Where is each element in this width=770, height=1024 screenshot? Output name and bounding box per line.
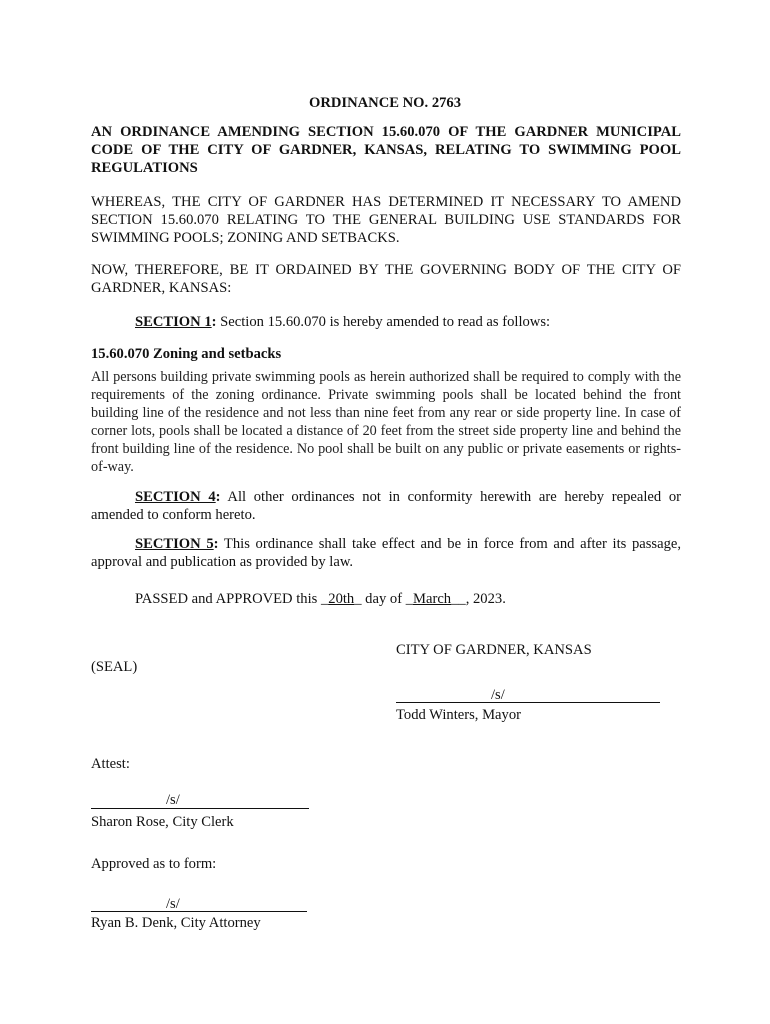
- attorney-name: Ryan B. Denk, City Attorney: [91, 915, 261, 931]
- attorney-signature-line: [91, 911, 307, 912]
- now-therefore-clause: NOW, THEREFORE, BE IT ORDAINED BY THE GOVERNING BODY OF THE CITY OF GARDNER, KANSAS:: [91, 262, 681, 296]
- passed-middle: _ day of _: [354, 591, 414, 607]
- section-4-colon: :: [215, 489, 221, 505]
- clerk-signature: /s/: [166, 792, 180, 808]
- section-1-label: SECTION 1: [135, 314, 212, 330]
- section-4-label: SECTION 4: [135, 489, 216, 505]
- passed-approved-line: [91, 590, 681, 608]
- passed-prefix: PASSED and APPROVED this _: [135, 591, 329, 607]
- passed-day: 20th: [328, 591, 355, 607]
- section-1-colon: :: [211, 314, 217, 330]
- passed-suffix: __, 2023.: [451, 591, 506, 607]
- approved-as-to-form-label: Approved as to form:: [91, 856, 217, 872]
- section-1-text: Section 15.60.070 is hereby amended to read as follows:: [216, 314, 551, 330]
- mayor-name: Todd Winters, Mayor: [396, 707, 521, 723]
- section-5-text: This ordinance shall take effect and be in force from and after its passage, approval and publication as provided by law.: [91, 536, 681, 570]
- section-4-text: All other ordinances not in conformity herewith are hereby repealed or amended to conform hereto.: [91, 489, 682, 523]
- whereas-clause: WHEREAS, THE CITY OF GARDNER HAS DETERMINED IT NECESSARY TO AMEND SECTION 15.60.070 RELATING TO THE GENERAL BUILDING USE STANDARDS FOR SWIMMING POOLS; ZONING AND SETBACKS.: [91, 194, 681, 246]
- mayor-signature: /s/: [491, 687, 505, 703]
- section-5: [91, 535, 681, 571]
- section-5-label: SECTION 5: [135, 536, 214, 552]
- code-body: All persons building private swimming pools as herein authorized shall be required to comply with the requirements of the zoning ordinance. Private swimming pools shall be located behind the front building line of the residence and not less than nine feet from any rear or side property line. In case of corner lots, pools shall be located a distance of 20 feet from the street side property line and behind the front building line of the residence. No pool shall be built on any public or private easements or rights-of-way.: [91, 369, 681, 475]
- ordinance-heading: AN ORDINANCE AMENDING SECTION 15.60.070 OF THE GARDNER MUNICIPAL CODE OF THE CITY OF GARDNER, KANSAS, RELATING TO SWIMMING POOL REGULATIONS: [91, 124, 681, 176]
- code-heading: 15.60.070 Zoning and setbacks: [91, 346, 282, 362]
- passed-month: March: [413, 591, 452, 607]
- city-label: CITY OF GARDNER, KANSAS: [396, 642, 592, 658]
- clerk-signature-line: [91, 808, 309, 809]
- section-1: [91, 313, 681, 331]
- ordinance-title: ORDINANCE NO. 2763: [308, 95, 462, 111]
- seal-label: (SEAL): [91, 659, 138, 675]
- section-4: [91, 488, 681, 524]
- section-5-colon: :: [213, 536, 219, 552]
- attorney-signature: /s/: [166, 896, 180, 912]
- attest-label: Attest:: [91, 756, 130, 772]
- clerk-name: Sharon Rose, City Clerk: [91, 814, 234, 830]
- mayor-signature-line: [396, 702, 660, 703]
